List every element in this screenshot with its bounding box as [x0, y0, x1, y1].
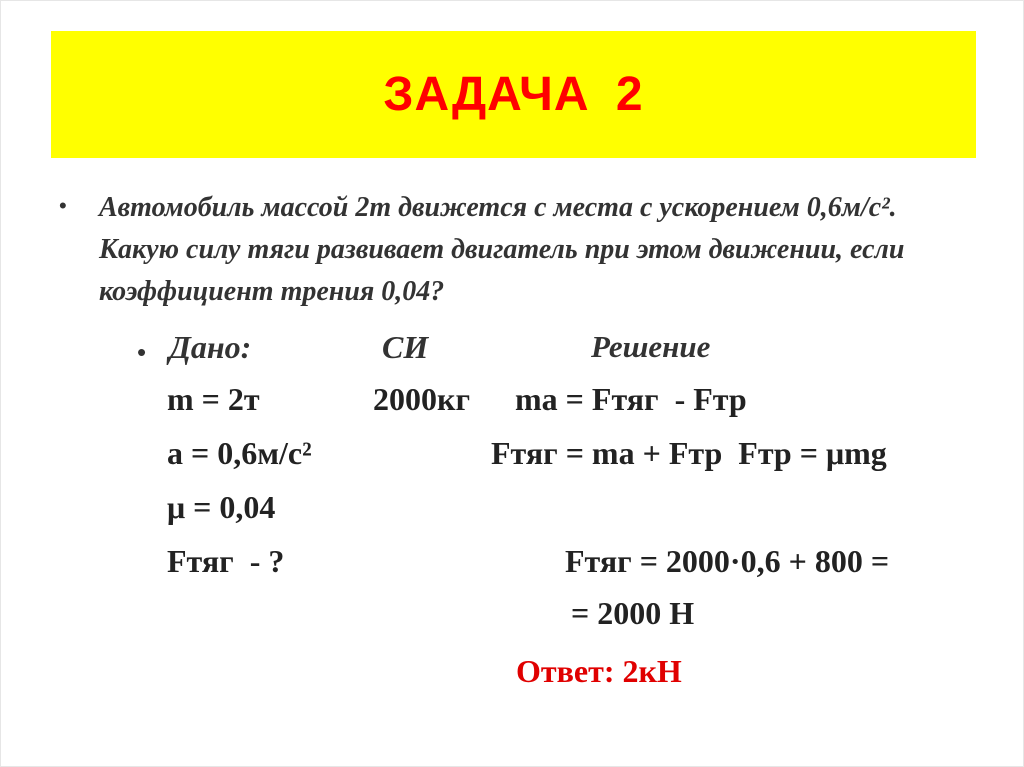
si-mass: 2000кг	[373, 381, 470, 417]
solution-bullet: •	[137, 337, 147, 367]
title-banner	[51, 31, 976, 158]
solution-step-2: Fтяг = ma + Fтр Fтр = μmg	[491, 435, 887, 471]
problem-bullet: •	[59, 193, 67, 218]
answer: Ответ: 2кН	[516, 653, 682, 689]
problem-statement: Автомобиль массой 2т движется с места с ускорением 0,6м/с². Какую силу тяги развивает двигатель при этом движении, если коэффициент трения 0,04?	[99, 192, 905, 307]
given-header: Дано:	[169, 329, 252, 365]
solution-step-4: = 2000 Н	[571, 595, 695, 631]
si-header: СИ	[382, 329, 429, 365]
solution-header: Решение	[591, 329, 711, 364]
given-unknown: Fтяг - ?	[167, 543, 285, 579]
given-acceleration: a = 0,6м/с²	[167, 435, 312, 471]
solution-step-1: ma = Fтяг - Fтр	[515, 381, 747, 417]
given-mass: m = 2т	[167, 381, 260, 417]
given-friction-coefficient: μ = 0,04	[167, 489, 276, 525]
slide-title: ЗАДАЧА 2	[383, 68, 644, 121]
solution-step-3: Fтяг = 2000·0,6 + 800 =	[565, 543, 890, 579]
